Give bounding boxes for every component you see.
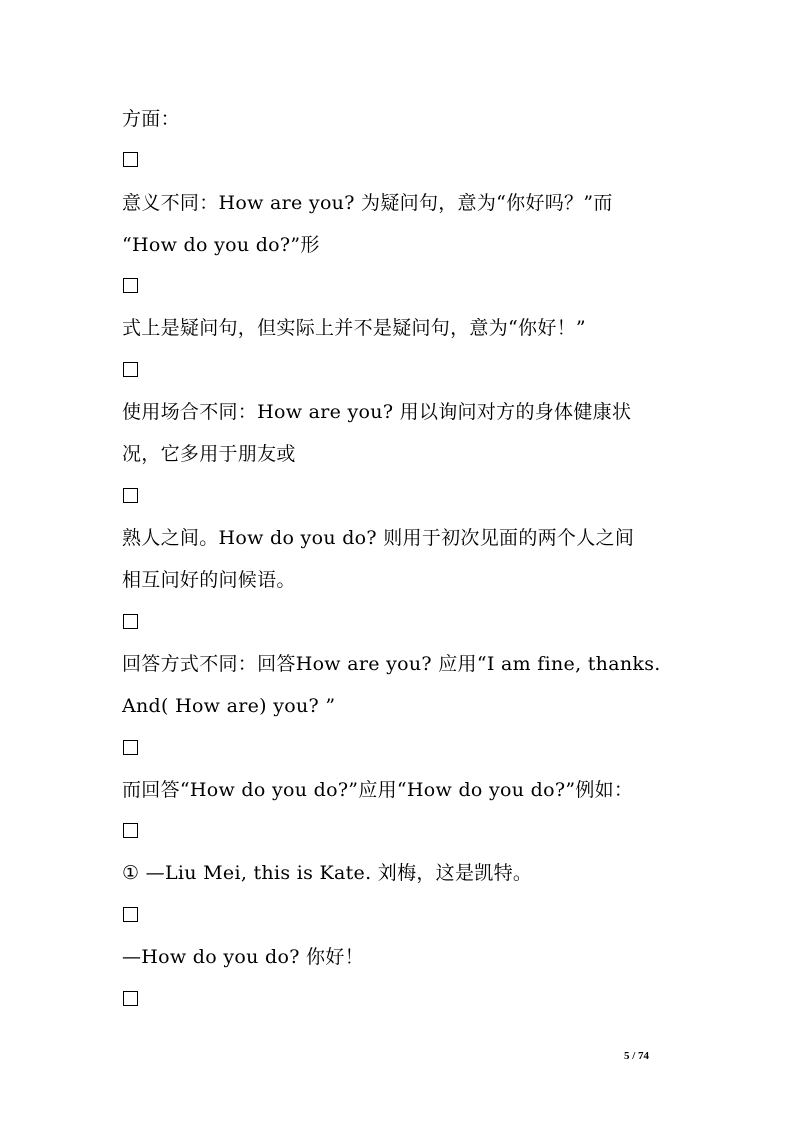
checkbox-placeholder-icon — [123, 488, 138, 503]
text-line: 使用场合不同：How are you? 用以询问对方的身体健康状 — [122, 401, 632, 423]
text-line: 熟人之间。How do you do? 则用于初次见面的两个人之间 — [122, 527, 635, 549]
text-line: 而回答“How do you do?”应用“How do you do?”例如： — [122, 779, 634, 801]
checkbox-placeholder-icon — [123, 907, 138, 922]
checkbox-placeholder-icon — [123, 740, 138, 755]
text-line: 方面： — [122, 108, 180, 130]
checkbox-placeholder-icon — [123, 362, 138, 377]
text-line: 意义不同：How are you? 为疑问句，意为“你好吗？”而 — [122, 192, 613, 214]
text-line: 式上是疑问句，但实际上并不是疑问句，意为“你好！” — [122, 317, 586, 339]
text-line: 回答方式不同：回答How are you? 应用“I am fine, thanks. — [122, 653, 661, 675]
text-line: 相互问好的问候语。 — [122, 569, 296, 591]
text-line: ① —Liu Mei, this is Kate. 刘梅，这是凯特。 — [122, 862, 533, 884]
text-line: And( How are) you? ” — [122, 695, 336, 717]
checkbox-placeholder-icon — [123, 614, 138, 629]
text-line: “How do you do?”形 — [122, 234, 320, 256]
checkbox-placeholder-icon — [123, 991, 138, 1006]
checkbox-placeholder-icon — [123, 152, 138, 167]
page-number: 5 / 74 — [624, 1050, 650, 1062]
text-line: 况，它多用于朋友或 — [122, 443, 296, 465]
checkbox-placeholder-icon — [123, 278, 138, 293]
checkbox-placeholder-icon — [123, 823, 138, 838]
text-line: —How do you do? 你好！ — [122, 946, 364, 968]
